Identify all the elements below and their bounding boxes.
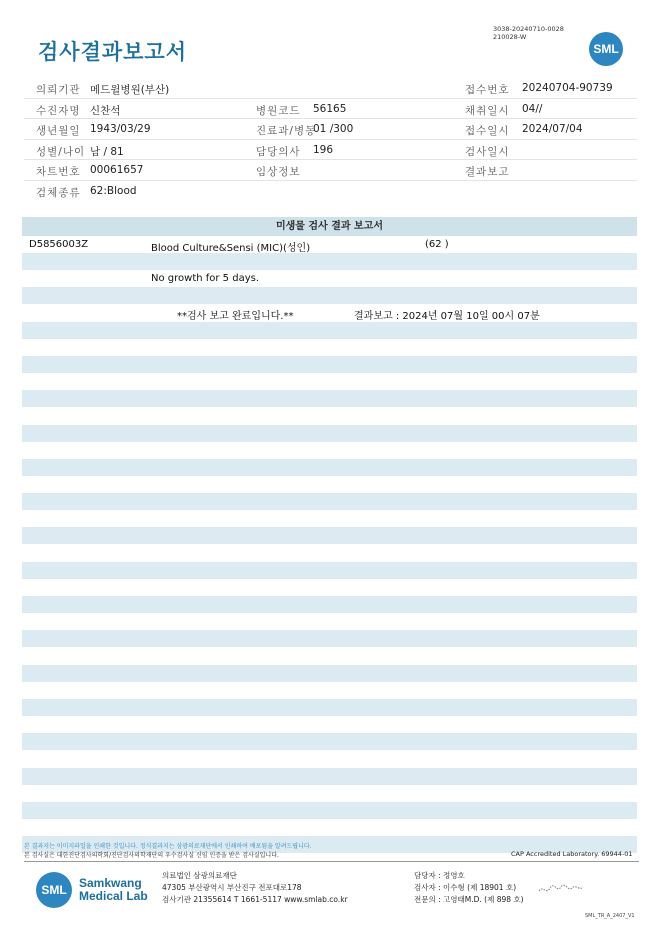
info-label: 접수일시 xyxy=(465,125,510,138)
info-value: 04// xyxy=(522,102,543,115)
info-value: 신찬석 xyxy=(90,104,121,117)
info-label: 담당의사 xyxy=(256,145,301,158)
stripe-row xyxy=(22,322,637,339)
document-id-line-2: 210028-W xyxy=(493,33,527,41)
info-value: 2024/07/04 xyxy=(522,123,583,136)
info-label: 수진자명 xyxy=(36,104,81,117)
page-title: 검사결과보고서 xyxy=(38,40,188,64)
info-row xyxy=(24,140,637,161)
info-value: 62:Blood xyxy=(90,184,137,197)
patient-info-table xyxy=(24,78,637,202)
result-area-background xyxy=(22,217,637,817)
info-label: 검사일시 xyxy=(465,145,510,158)
info-value: 남 / 81 xyxy=(90,145,124,158)
info-value: 01 /300 xyxy=(313,123,354,136)
brand-line-1: Samkwang xyxy=(79,876,142,890)
info-row xyxy=(24,160,637,181)
stripe-row xyxy=(22,425,637,442)
report-time: 결과보고 : 2024년 07월 10일 00시 07분 xyxy=(354,311,540,322)
sml-logo: SML xyxy=(589,32,623,66)
section-title: 미생물 검사 결과 보고서 xyxy=(22,217,637,236)
report-complete-note: **검사 보고 완료입니다.** xyxy=(177,311,294,322)
info-value: 20240704-90739 xyxy=(522,82,613,94)
signature-image xyxy=(537,881,585,897)
document-id xyxy=(493,25,564,41)
test-code: D5856003Z xyxy=(29,239,89,250)
info-label: 병원코드 xyxy=(256,104,301,117)
info-label: 접수번호 xyxy=(465,84,510,96)
info-label: 차트번호 xyxy=(36,166,81,179)
stripe-row xyxy=(22,733,637,750)
stripe-row xyxy=(22,253,637,270)
stripe-row xyxy=(22,768,637,785)
info-value: 00061657 xyxy=(90,164,144,177)
sml-logo: SML xyxy=(36,872,72,908)
brand-line-2: Medical Lab xyxy=(79,889,148,903)
brand-name xyxy=(79,877,148,903)
stripe-row xyxy=(22,699,637,716)
specialist: 전문의 : 고영태M.D. (제 898 호) xyxy=(414,895,524,904)
organization-info xyxy=(162,870,348,906)
info-value: 196 xyxy=(313,143,334,156)
info-label: 검체종류 xyxy=(36,186,81,199)
result-text: No growth for 5 days. xyxy=(151,273,260,284)
info-label: 채취일시 xyxy=(465,104,510,117)
stripe-row xyxy=(22,527,637,544)
info-row xyxy=(24,99,637,120)
info-value: 메드윌병원(부산) xyxy=(90,84,170,96)
stripe-row xyxy=(22,287,637,304)
specimen-code: (62 ) xyxy=(425,239,449,250)
tester: 검사자 : 이수형 (제 18901 호) xyxy=(414,883,517,892)
org-address: 47305 부산광역시 부산진구 전포대로178 xyxy=(162,883,302,892)
signatories xyxy=(414,870,524,906)
notice-text: 본 결과지는 이미지파일을 인쇄한 것입니다. 정식결과지는 삼광의료재단에서 인쇄하여 배포됨을 알려드립니다. xyxy=(24,843,312,850)
stripe-row xyxy=(22,493,637,510)
document-id-line-1: 3038-20240710-0028 xyxy=(493,25,564,33)
stripe-row xyxy=(22,459,637,476)
stripe-row xyxy=(22,562,637,579)
accreditation-text: 본 검사실은 대한진단검사의학회/진단검사의학재단의 우수검사실 신임 인증을 받은 검사실입니다. xyxy=(24,852,279,859)
info-label: 결과보고 xyxy=(465,166,510,179)
org-contact: 검사기관 21355614 T 1661-5117 www.smlab.co.kr xyxy=(162,895,348,904)
stripe-row xyxy=(22,630,637,647)
stripe-row xyxy=(22,390,637,407)
info-row xyxy=(24,181,637,202)
info-value: 56165 xyxy=(313,102,347,115)
info-value: 1943/03/29 xyxy=(90,123,151,136)
manager: 담당자 : 정영호 xyxy=(414,871,465,880)
info-row xyxy=(24,119,637,140)
form-id: SML_TR_A_2407_V1 xyxy=(585,913,635,919)
test-name: Blood Culture&Sensi (MIC)(성인) xyxy=(151,243,311,254)
stripe-row xyxy=(22,665,637,682)
footer-divider xyxy=(24,861,639,862)
info-label: 성별/나이 xyxy=(36,145,86,158)
info-label: 임상정보 xyxy=(256,166,301,179)
info-label: 의뢰기관 xyxy=(36,84,81,96)
stripe-row xyxy=(22,596,637,613)
stripe-row xyxy=(22,802,637,819)
info-label: 진료과/병동 xyxy=(256,125,317,138)
info-label: 생년월일 xyxy=(36,125,81,138)
org-name: 의료법인 삼광의료재단 xyxy=(162,871,237,880)
cap-accreditation: CAP Accredited Laboratory. 69944-01 xyxy=(511,850,633,858)
stripe-row xyxy=(22,356,637,373)
info-row xyxy=(24,78,637,99)
